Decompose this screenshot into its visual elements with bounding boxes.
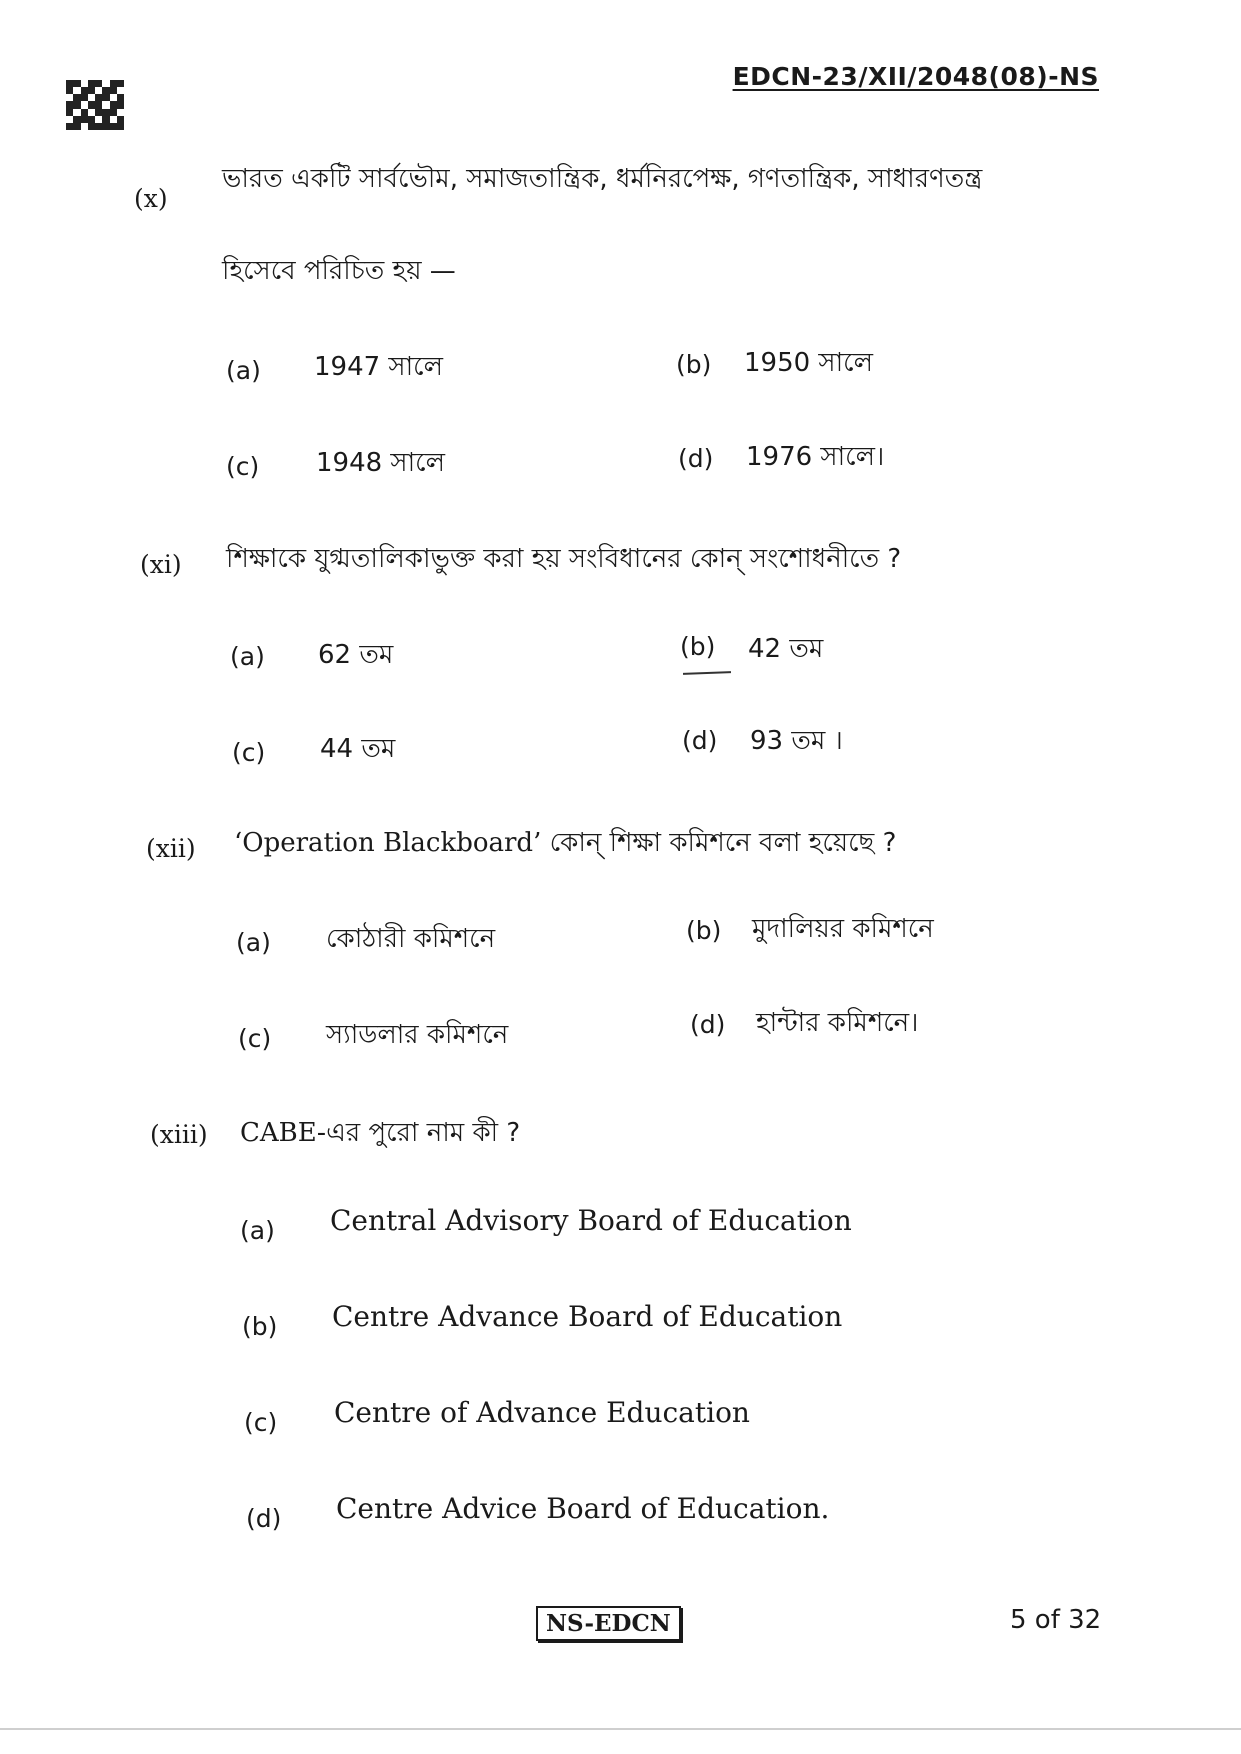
option-label: (d) — [678, 444, 714, 473]
option-label: (b) — [676, 350, 712, 379]
option-text: হান্টার কমিশনে। — [756, 1008, 919, 1038]
question-text-english: ‘Operation Blackboard’ — [234, 828, 542, 858]
option-label: (d) — [246, 1504, 282, 1533]
option-text: 42 তম — [748, 634, 824, 664]
option-text: Central Advisory Board of Education — [330, 1204, 852, 1237]
question-number: (xiii) — [150, 1120, 208, 1149]
option-label: (a) — [236, 928, 271, 957]
question-text-continued: হিসেবে পরিচিত হয় — — [222, 256, 456, 286]
option-text: Centre Advice Board of Education. — [336, 1492, 830, 1525]
option-text: স্যাডলার কমিশনে — [326, 1020, 509, 1050]
question-text: ভারত একটি সার্বভৌম, সমাজতান্ত্রিক, ধর্মনিরপেক্ষ, গণতান্ত্রিক, সাধারণতন্ত্র — [222, 164, 983, 194]
option-text: 1950 সালে — [744, 348, 873, 378]
option-text: মুদালিয়র কমিশনে — [752, 914, 934, 944]
option-label: (b) — [686, 916, 722, 945]
option-label: (c) — [238, 1024, 272, 1053]
option-label: (d) — [682, 726, 718, 755]
option-label: (d) — [690, 1010, 726, 1039]
question-text-bengali: কোন্ শিক্ষা কমিশনে বলা হয়েছে ? — [541, 828, 897, 858]
question-text — [240, 1112, 520, 1156]
question-number: (x) — [134, 184, 168, 213]
option-text: Centre Advance Board of Education — [332, 1300, 843, 1333]
question-number: (xi) — [140, 550, 182, 579]
option-text: 44 তম — [320, 734, 396, 764]
option-text: কোঠারী কমিশনে — [326, 924, 496, 954]
page-number: 5 of 32 — [1010, 1605, 1102, 1635]
paper-code: EDCN-23/XII/2048(08)-NS — [732, 62, 1099, 91]
option-label: (b) — [242, 1312, 278, 1341]
option-text: Centre of Advance Education — [334, 1396, 750, 1429]
question-text: শিক্ষাকে যুগ্মতালিকাভুক্ত করা হয় সংবিধানের কোন্ সংশোধনীতে ? — [226, 544, 902, 574]
option-label: (c) — [232, 738, 266, 767]
series-code-box: NS-EDCN — [536, 1606, 681, 1641]
option-label: (c) — [244, 1408, 278, 1437]
option-label: (a) — [230, 642, 265, 671]
option-text: 62 তম — [318, 640, 394, 670]
question-text-bengali: -এর পুরো নাম কী ? — [316, 1118, 521, 1148]
option-label: (a) — [240, 1216, 275, 1245]
option-label: (b) — [680, 632, 716, 661]
question-number: (xii) — [146, 834, 196, 863]
question-text-english: CABE — [240, 1118, 317, 1148]
question-text — [234, 822, 896, 866]
answer-tick-mark — [683, 671, 731, 675]
option-text: 93 তম । — [750, 726, 843, 756]
page-bottom-rule — [0, 1728, 1241, 1730]
option-label: (c) — [226, 452, 260, 481]
option-text: 1948 সালে — [316, 448, 445, 478]
option-text: 1947 সালে — [314, 352, 443, 382]
option-label: (a) — [226, 356, 261, 385]
option-text: 1976 সালে। — [746, 442, 885, 472]
qr-code-icon — [66, 80, 124, 130]
